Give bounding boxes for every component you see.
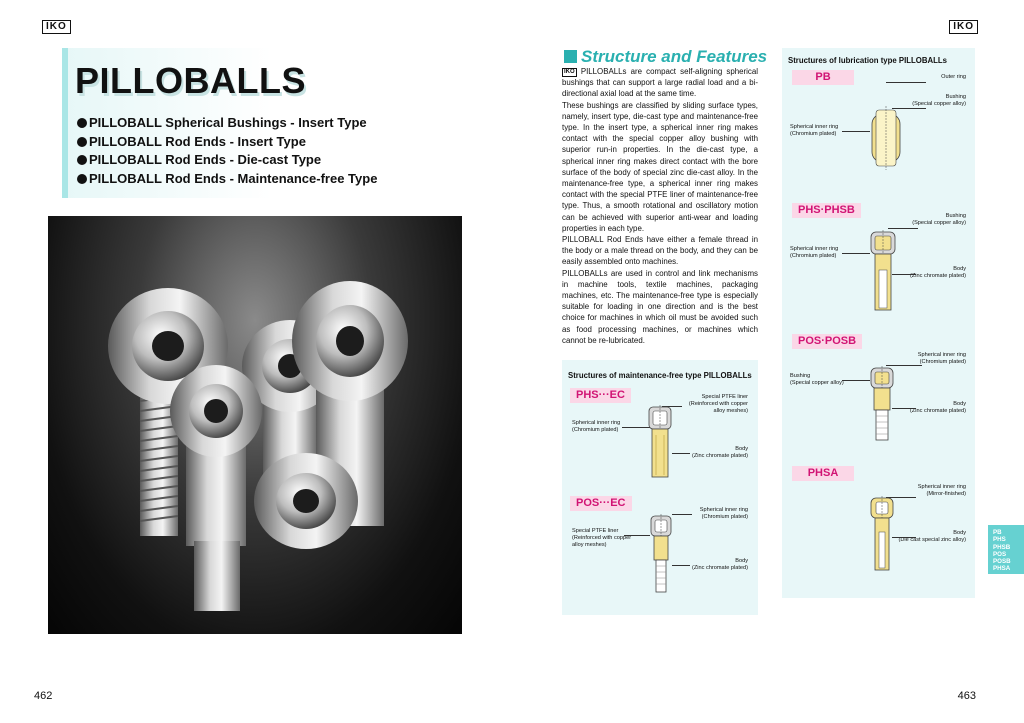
label-inner-ring: Spherical inner ring (Chromium plated): [790, 246, 839, 259]
bullet-icon: [77, 155, 87, 165]
list-item: PILLOBALL Rod Ends - Insert Type: [77, 134, 377, 153]
list-item: PILLOBALL Rod Ends - Maintenance-free Type: [77, 171, 377, 190]
bullet-icon: [77, 174, 87, 184]
title-accent-bar: [62, 48, 68, 198]
leader-line: [842, 131, 870, 132]
label-inner-ring: Spherical inner ring (Chromium plated): [917, 352, 966, 365]
bullet-icon: [77, 137, 87, 147]
leader-line: [886, 82, 926, 83]
model-tag-phs-ec: PHS···EC: [570, 388, 631, 403]
label-body: Body (Die cast special zinc alloy): [898, 530, 966, 543]
label-inner-ring: Spherical inner ring (Chromium plated): [572, 420, 621, 433]
leader-line: [672, 453, 690, 454]
label-body: Body (Zinc chromate plated): [910, 401, 966, 414]
list-item: PILLOBALL Spherical Bushings - Insert Type: [77, 115, 377, 134]
panel-title: Structures of maintenance-free type PILLOBALLs: [568, 371, 752, 380]
label-ptfe-liner: Special PTFE liner (Reinforced with copper alloy meshes): [688, 394, 748, 414]
rod-end-front: [170, 365, 262, 611]
iko-logo: IKO: [564, 69, 575, 75]
maintenance-free-panel: [562, 360, 758, 615]
page-number-left: 462: [34, 690, 53, 702]
model-tag-phsa: PHSA: [792, 466, 854, 481]
section-heading: Structure and Features: [564, 47, 767, 67]
label-inner-ring: Spherical inner ring (Chromium plated): [699, 507, 748, 520]
paragraph: PILLOBALL Rod Ends have either a female thread in the body or a male thread on the body, and they can be easily assembled onto machines.: [562, 235, 758, 267]
label-ptfe-liner: Special PTFE liner (Reinforced with copper alloy meshes): [572, 528, 632, 548]
product-photo: [48, 216, 462, 634]
lubrication-panel: [782, 48, 975, 598]
model-tag-phs: PHS·PHSB: [792, 203, 861, 218]
structure-text: [562, 66, 758, 346]
pos-ec-diagram: [648, 514, 674, 594]
label-bushing: Bushing (Special copper alloy): [912, 213, 966, 226]
model-tag-pos: POS·POSB: [792, 334, 862, 349]
pb-diagram: [870, 106, 902, 170]
label-body: Body (Zinc chromate plated): [910, 266, 966, 279]
phsa-diagram: [868, 496, 896, 572]
label-outer-ring: Outer ring: [941, 74, 966, 80]
page-title: PILLOBALLS: [75, 60, 306, 101]
label-inner-ring: Spherical inner ring (Mirror-finished): [917, 484, 966, 497]
bullet-icon: [77, 118, 87, 128]
paragraph: IKO PILLOBALLs are compact self-aligning spherical bushings that can support a large radial load and a bi-directional axial load at the same time.: [562, 67, 758, 99]
pos-diagram: [868, 366, 896, 442]
paragraph: PILLOBALLs are used in control and link mechanisms in machine tools, textile machines, packaging machines, etc. The maintenance-free type is especially suitable for loading in one direction and is the best choice for machines in which oil must be avoided such as food processing machines, or machines which cannot be re-lubricated.: [562, 268, 758, 345]
model-tag-pos-ec: POS···EC: [570, 496, 632, 511]
panel-title: Structures of lubrication type PILLOBALLs: [788, 56, 947, 65]
index-tab[interactable]: PB PHS PHSB POS POSB PHSA: [988, 525, 1024, 574]
leader-line: [842, 253, 870, 254]
iko-logo: IKO: [42, 20, 71, 34]
phs-diagram: [868, 230, 898, 312]
leader-line: [888, 228, 918, 229]
product-list: [77, 115, 377, 189]
page-number-right: 463: [957, 690, 976, 702]
leader-line: [672, 514, 692, 515]
label-body: Body (Zinc chromate plated): [692, 558, 748, 571]
label-inner-ring: Spherical inner ring (Chromium plated): [790, 124, 839, 137]
spherical-bushing: [254, 453, 358, 549]
phs-ec-diagram: [646, 405, 674, 480]
leader-line: [624, 535, 650, 536]
leader-line: [672, 565, 690, 566]
label-bushing: Bushing (Special copper alloy): [790, 373, 844, 386]
leader-line: [842, 380, 870, 381]
iko-logo: IKO: [949, 20, 978, 34]
list-item: PILLOBALL Rod Ends - Die-cast Type: [77, 152, 377, 171]
label-bushing: Bushing (Special copper alloy): [912, 94, 966, 107]
label-body: Body (Zinc chromate plated): [692, 446, 748, 459]
paragraph: These bushings are classified by sliding surface types, namely, insert type, die-cast type and maintenance-free type. In the insert type, a spherical inner ring makes contact with the special copper alloy bushing with superior run-in properties. In the die-cast type, a spherical inner ring makes direct contact with the bore surface of the body of special zinc die-cast alloy. In the maintenance-free type, a spherical inner ring makes contact with the special PTFE liner of maintenance-free type. Thus, a smooth rotational and oscillatory motion can be achieved with superior anti-wear and loading properties in each type.: [562, 100, 758, 233]
model-tag-pb: PB: [792, 70, 854, 85]
square-icon: [564, 50, 577, 63]
